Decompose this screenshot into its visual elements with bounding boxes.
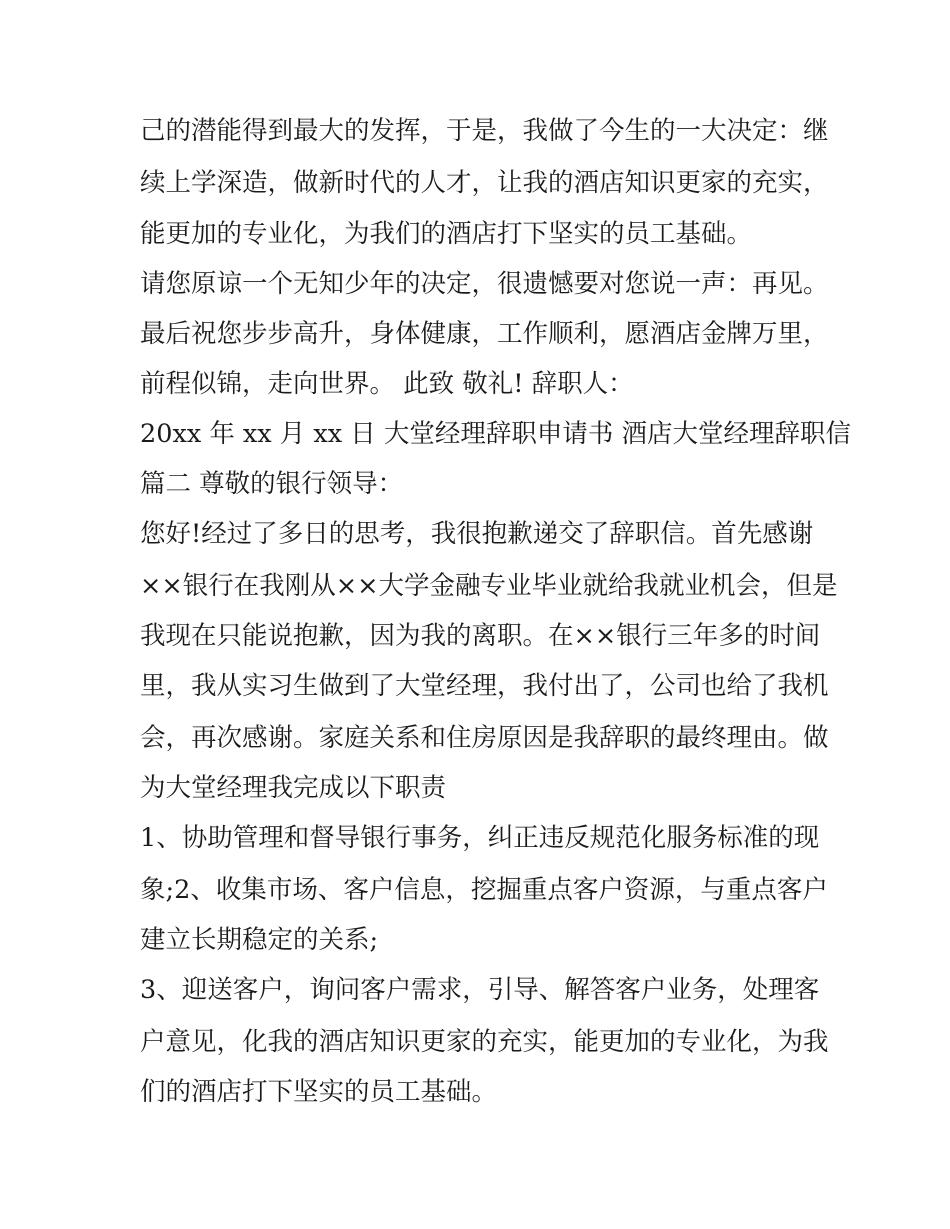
text-line: 户意见，化我的酒店知识更家的充实，能更加的专业化，为我 — [140, 1027, 829, 1057]
text-line: 们的酒店打下坚实的员工基础。 — [140, 1077, 498, 1107]
text-line: 会，再次感谢。家庭关系和住房原因是我辞职的最终理由。做 — [140, 723, 829, 753]
text-line: 己的潜能得到最大的发挥，于是，我做了今生的一大决定：继 — [140, 116, 829, 146]
text-line: 20xx 年 xx 月 xx 日 大堂经理辞职申请书 酒店大堂经理辞职信 — [140, 419, 851, 449]
text-line: 续上学深造，做新时代的人才，让我的酒店知识更家的充实， — [140, 168, 829, 198]
text-line: ××银行在我刚从××大学金融专业毕业就给我就业机会，但是 — [140, 571, 838, 601]
text-line: 您好!经过了多日的思考，我很抱歉递交了辞职信。首先感谢 — [140, 519, 814, 549]
text-line: 篇二 尊敬的银行领导： — [140, 469, 404, 499]
text-line: 为大堂经理我完成以下职责 — [140, 773, 447, 803]
text-line: 3、迎送客户，询问客户需求，引导、解答客户业务，处理客 — [140, 975, 820, 1005]
text-line: 象;2、收集市场、客户信息，挖掘重点客户资源，与重点客户 — [140, 875, 828, 905]
text-line: 里，我从实习生做到了大堂经理，我付出了，公司也给了我机 — [140, 671, 829, 701]
text-line: 请您原谅一个无知少年的决定，很遗憾要对您说一声：再见。 — [140, 269, 829, 299]
text-line: 最后祝您步步高升，身体健康，工作顺利，愿酒店金牌万里， — [140, 319, 829, 349]
text-line: 前程似锦，走向世界。 此致 敬礼! 辞职人： — [140, 369, 634, 399]
text-line: 建立长期稳定的关系; — [140, 925, 379, 955]
text-line: 1、协助管理和督导银行事务，纠正违反规范化服务标准的现 — [140, 823, 820, 853]
text-line: 能更加的专业化，为我们的酒店打下坚实的员工基础。 — [140, 219, 753, 249]
text-line: 我现在只能说抱歉，因为我的离职。在××银行三年多的时间 — [140, 621, 821, 651]
